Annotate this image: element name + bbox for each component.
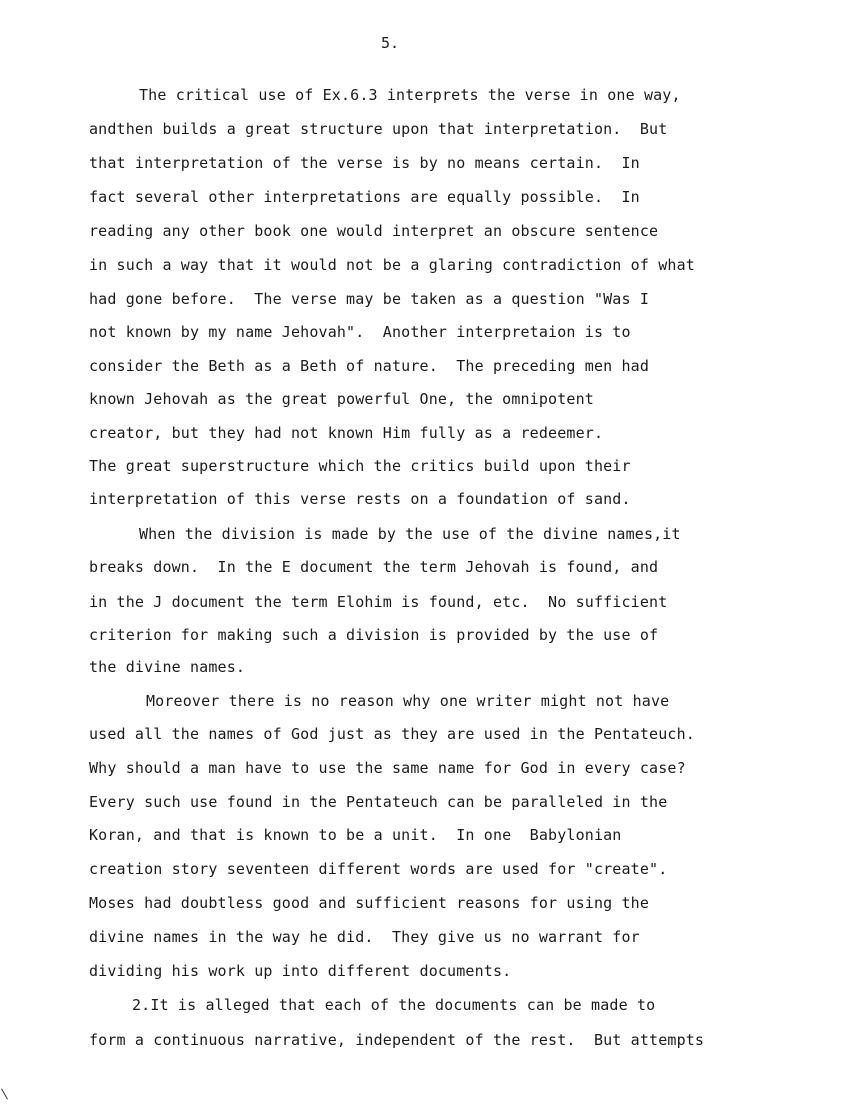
stray-pen-mark bbox=[1, 1089, 8, 1100]
text-line: creator, but they had not known Him fully as a redeemer. bbox=[89, 424, 604, 442]
text-line: known Jehovah as the great powerful One, the omnipotent bbox=[89, 390, 594, 408]
text-line: breaks down. In the E document the term Jehovah is found, and bbox=[89, 558, 659, 576]
text-line: that interpretation of the verse is by no means certain. In bbox=[89, 154, 640, 172]
text-line: consider the Beth as a Beth of nature. The preceding men had bbox=[89, 357, 650, 375]
text-line: fact several other interpretations are equally possible. In bbox=[89, 188, 640, 206]
text-line: Moreover there is no reason why one writer might not have bbox=[146, 692, 670, 710]
text-line: in the J document the term Elohim is found, etc. No sufficient bbox=[89, 593, 668, 611]
text-line: Every such use found in the Pentateuch can be paralleled in the bbox=[89, 793, 668, 811]
text-line: had gone before. The verse may be taken as a question "Was I bbox=[89, 290, 650, 308]
text-line: divine names in the way he did. They give us no warrant for bbox=[89, 928, 640, 946]
text-line: reading any other book one would interpret an obscure sentence bbox=[89, 222, 659, 240]
text-line: 2.It is alleged that each of the documents can be made to bbox=[132, 996, 656, 1014]
text-line: used all the names of God just as they are used in the Pentateuch. bbox=[89, 725, 695, 743]
text-line: The great superstructure which the critics build upon their bbox=[89, 457, 631, 475]
text-line: When the division is made by the use of the divine names,it bbox=[139, 525, 681, 543]
page-number: 5. bbox=[381, 34, 400, 52]
text-line: form a continuous narrative, independent of the rest. But attempts bbox=[89, 1031, 705, 1049]
text-line: The critical use of Ex.6.3 interprets the verse in one way, bbox=[139, 86, 681, 104]
text-line: Koran, and that is known to be a unit. In one Babylonian bbox=[89, 826, 622, 844]
text-line: dividing his work up into different documents. bbox=[89, 962, 512, 980]
text-line: in such a way that it would not be a glaring contradiction of what bbox=[89, 256, 695, 274]
text-line: Why should a man have to use the same name for God in every case? bbox=[89, 759, 686, 777]
text-line: interpretation of this verse rests on a foundation of sand. bbox=[89, 490, 631, 508]
text-line: creation story seventeen different words are used for "create". bbox=[89, 860, 668, 878]
text-line: criterion for making such a division is provided by the use of bbox=[89, 626, 659, 644]
text-line: Moses had doubtless good and sufficient reasons for using the bbox=[89, 894, 650, 912]
text-line: andthen builds a great structure upon that interpretation. But bbox=[89, 120, 668, 138]
text-line: not known by my name Jehovah". Another interpretaion is to bbox=[89, 323, 631, 341]
text-line: the divine names. bbox=[89, 658, 246, 676]
